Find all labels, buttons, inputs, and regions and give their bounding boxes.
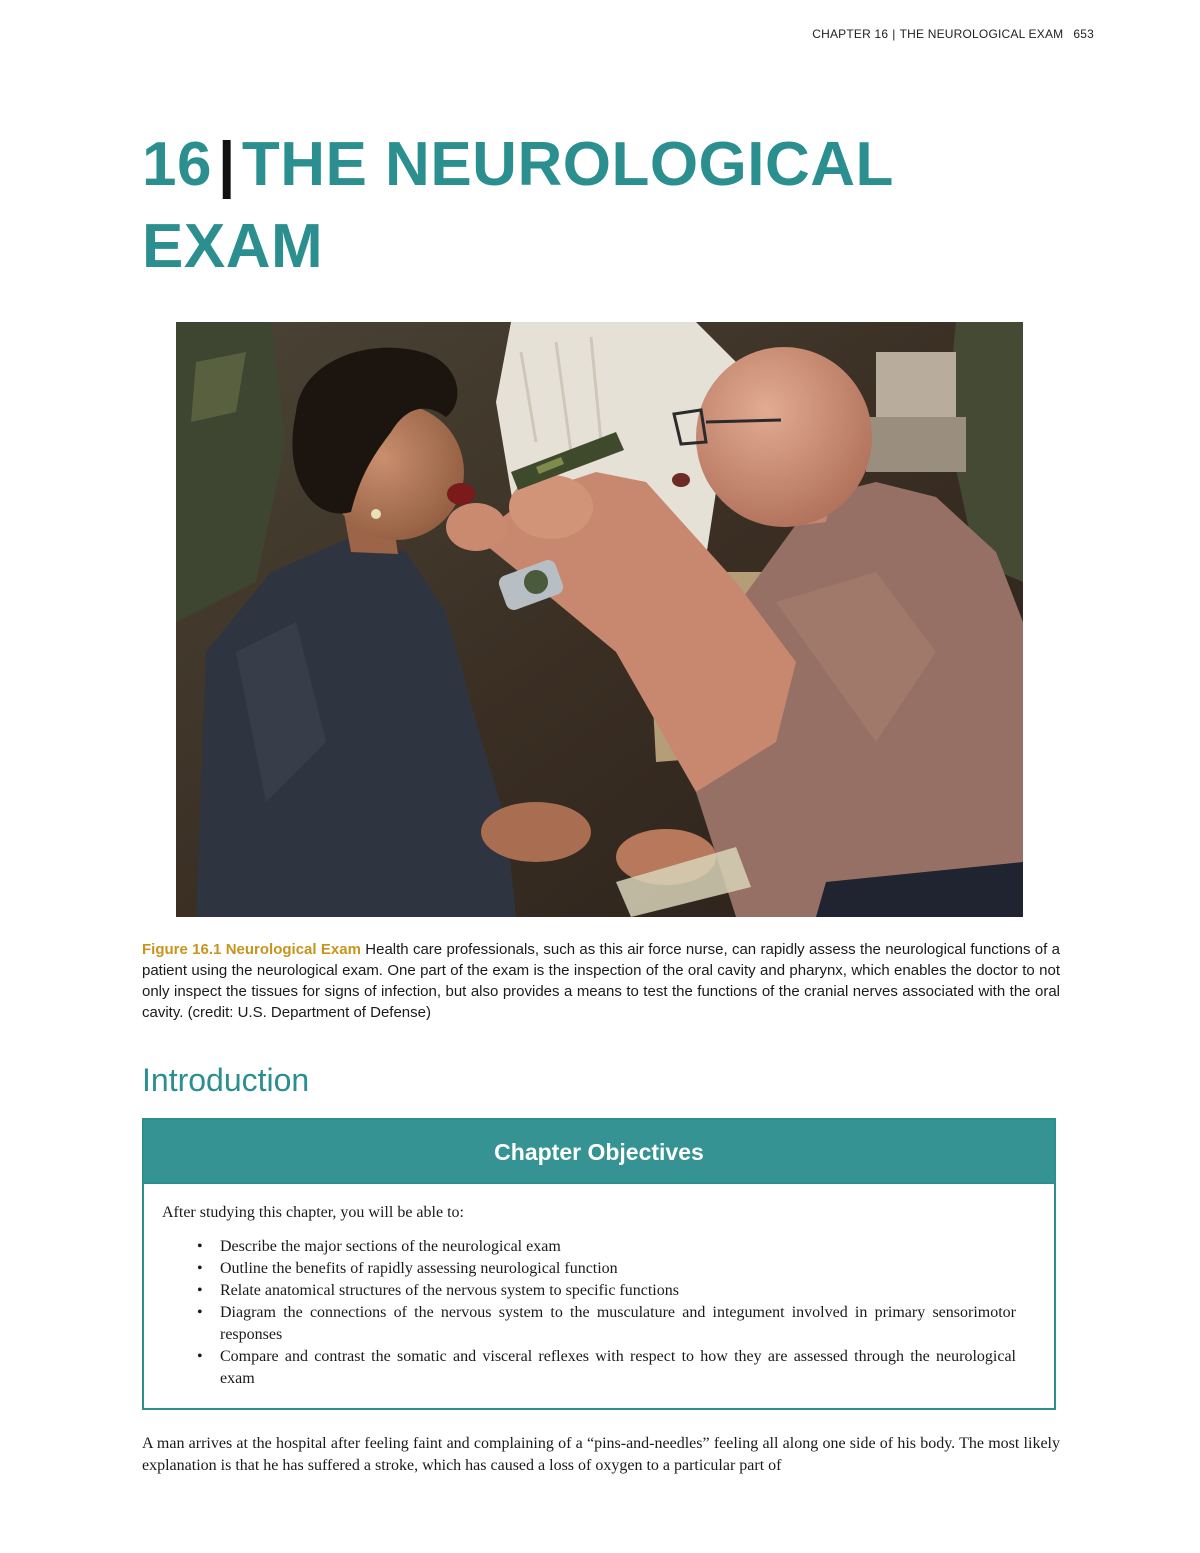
body-paragraph: A man arrives at the hospital after feeling faint and complaining of a “pins-and-needles” feeling all along one side of his body. The most likely explanation is that he has suffered a stroke, which has caused a loss of oxygen to a particular part of	[142, 1435, 1060, 1474]
chapter-objectives-intro: After studying this chapter, you will be able to:	[162, 1204, 464, 1221]
photo-scene	[176, 322, 1023, 917]
figure-caption	[142, 939, 1060, 1023]
objective-item-text: Describe the major sections of the neurological exam	[220, 1238, 561, 1255]
bullet-icon: •	[197, 1282, 203, 1299]
objective-item	[162, 1280, 1016, 1302]
running-header-separator: |	[892, 27, 896, 41]
bullet-icon: •	[197, 1238, 203, 1255]
objective-item	[162, 1258, 1016, 1280]
objective-item-text: Relate anatomical structures of the nervous system to specific functions	[220, 1282, 679, 1299]
chapter-objectives-title: Chapter Objectives	[144, 1120, 1054, 1184]
figure-caption-text: Health care professionals, such as this air force nurse, can rapidly assess the neurological functions of a patient using the neurological exam. One part of the exam is the inspection of the oral cavity and pharynx, which enables the doctor to not only inspect the tissues for signs of infection, but also provides a means to test the functions of the cranial nerves associated with the oral cavity. (credit: U.S. Department of Defense)	[142, 941, 1060, 1021]
chapter-objectives-box	[142, 1118, 1056, 1410]
chapter-title-line1: THE NEUROLOGICAL	[241, 130, 894, 199]
bullet-icon: •	[197, 1304, 203, 1321]
objective-item	[162, 1302, 1016, 1346]
bullet-icon: •	[197, 1260, 203, 1277]
running-header-title: THE NEUROLOGICAL EXAM	[899, 27, 1064, 41]
objective-item-text: Outline the benefits of rapidly assessing neurological function	[220, 1260, 618, 1277]
figure-label: Figure 16.1 Neurological Exam	[142, 941, 361, 958]
chapter-objectives-body	[144, 1184, 1054, 1390]
objectives-list	[162, 1236, 1016, 1390]
chapter-title-line2: EXAM	[142, 212, 324, 281]
objective-item-text: Diagram the connections of the nervous system to the musculature and integument involved in primary sensorimotor responses	[220, 1304, 1016, 1343]
running-header-chapter: CHAPTER 16	[812, 27, 889, 41]
chapter-title-separator: |	[217, 130, 236, 199]
objective-item	[162, 1236, 1016, 1258]
chapter-title	[142, 124, 1082, 288]
section-heading-introduction: Introduction	[142, 1062, 310, 1098]
figure-photo	[176, 322, 1023, 917]
chapter-number: 16	[142, 130, 212, 199]
running-header	[812, 27, 1094, 41]
objective-item	[162, 1346, 1016, 1390]
bullet-icon: •	[197, 1348, 203, 1365]
page-number: 653	[1073, 27, 1094, 41]
objective-item-text: Compare and contrast the somatic and visceral reflexes with respect to how they are assessed through the neurological exam	[220, 1348, 1016, 1387]
